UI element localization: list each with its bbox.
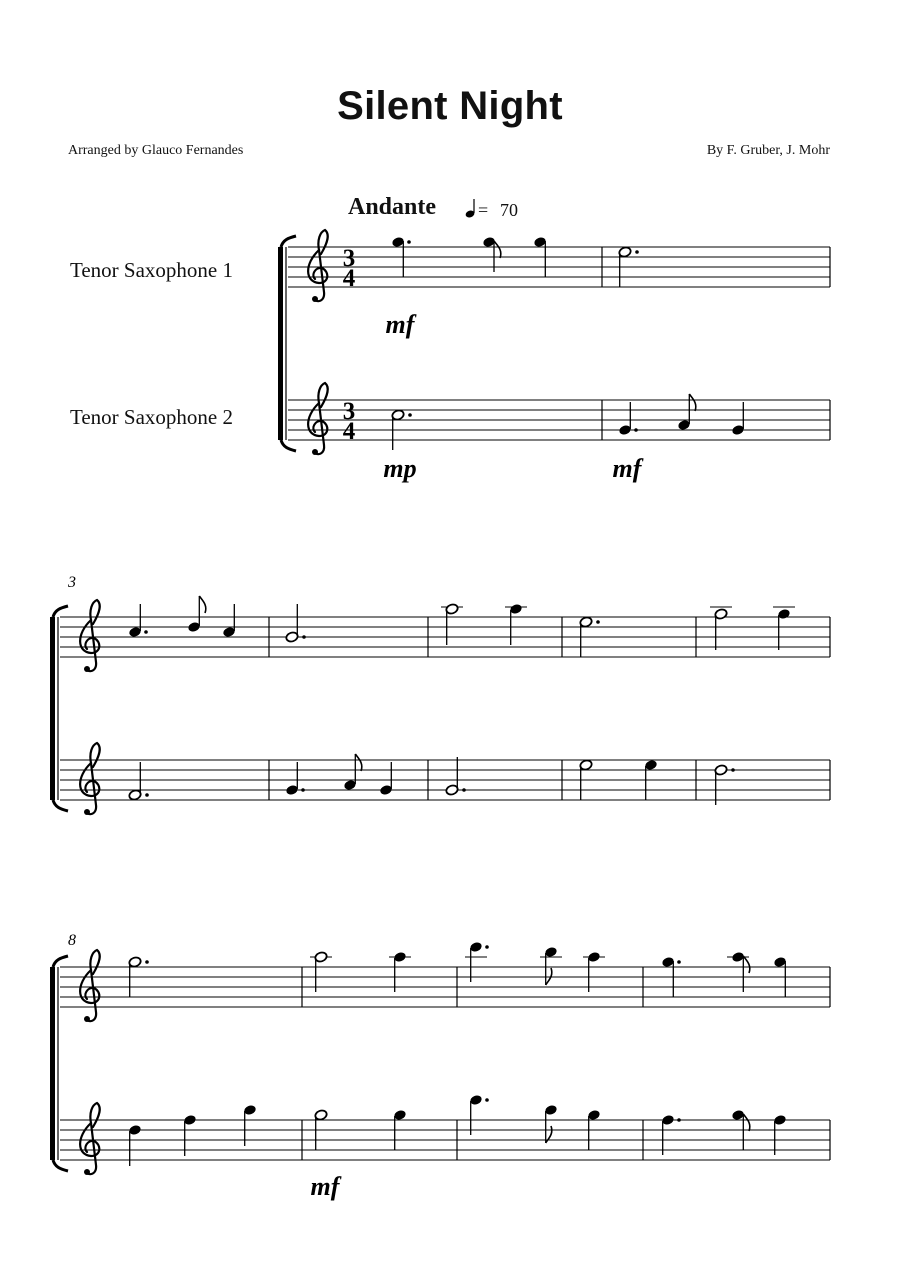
treble-clef-icon: [308, 383, 328, 455]
system-2: [50, 574, 830, 815]
treble-clef-icon: [80, 1103, 100, 1175]
dynamic-mp: mp: [383, 454, 417, 483]
dynamic-mf: mf: [310, 1172, 340, 1201]
treble-clef-icon: [308, 230, 328, 302]
dynamic-mf: mf: [385, 310, 415, 339]
treble-clef-icon: [80, 600, 100, 672]
treble-clef-icon: [80, 743, 100, 815]
dynamic-mf: mf: [612, 454, 642, 483]
system-3: [50, 932, 830, 1201]
tempo-bpm: 70: [500, 200, 518, 220]
time-signature-bottom: 4: [342, 418, 356, 445]
system-1: [278, 199, 830, 483]
arranger-credit: Arranged by Glauco Fernandes: [68, 143, 244, 158]
time-signature-top: 3: [342, 245, 356, 272]
instrument-label-1: Tenor Saxophone 1: [70, 258, 233, 282]
tempo-equals: =: [478, 200, 489, 220]
measure-number: 8: [68, 932, 76, 949]
composer-credit: By F. Gruber, J. Mohr: [706, 143, 830, 158]
tempo-marking: Andante: [348, 194, 437, 220]
treble-clef-icon: [80, 950, 100, 1022]
piece-title: Silent Night: [337, 84, 563, 128]
measure-number: 3: [68, 574, 76, 591]
instrument-label-2: Tenor Saxophone 2: [70, 405, 233, 429]
time-signature-bottom: 4: [342, 265, 356, 292]
time-signature-top: 3: [342, 398, 356, 425]
